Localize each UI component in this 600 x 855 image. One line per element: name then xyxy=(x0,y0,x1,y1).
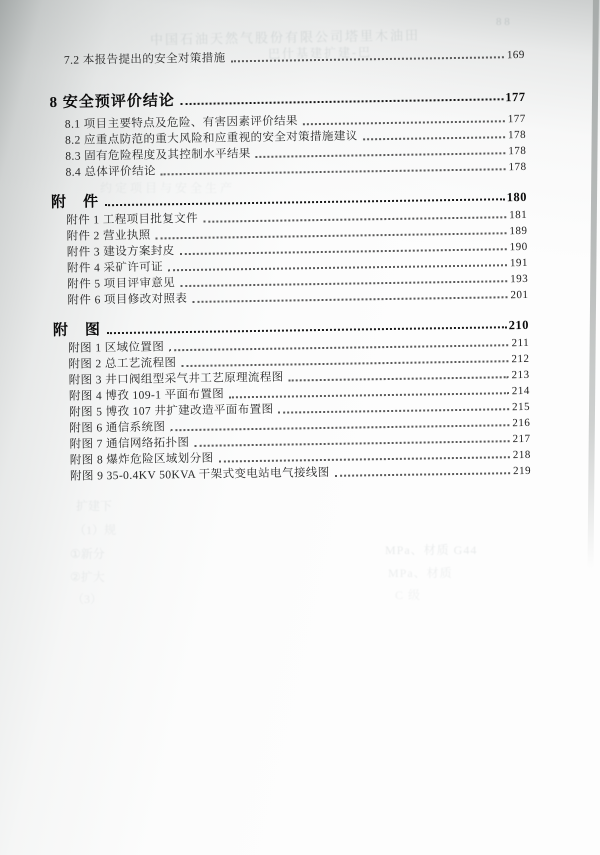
toc-entry-page: 169 xyxy=(506,48,525,62)
dot-leader xyxy=(161,168,506,175)
toc-entry-label: 附 图 xyxy=(52,322,102,339)
toc-entry-label: 附图 1 区域位置图 xyxy=(68,341,165,355)
toc-entry-label: 附图 6 通信系统图 xyxy=(69,421,166,435)
toc-entry-page: 219 xyxy=(512,464,532,478)
bleed-through-text: 8 8 xyxy=(496,16,510,28)
dot-leader xyxy=(289,376,509,381)
toc-entry-label: 附图 9 35-0.4KV 50KVA 干架式变电站电气接线图 xyxy=(70,466,330,483)
toc-entry-page: 180 xyxy=(506,189,528,205)
toc-entry-page: 201 xyxy=(510,288,529,302)
bleed-through-text: （1）规 xyxy=(74,523,117,537)
dot-leader xyxy=(363,136,505,140)
toc-entry-page: 193 xyxy=(510,272,529,286)
table-of-contents xyxy=(49,45,531,484)
toc-entry-page: 181 xyxy=(509,208,528,222)
toc-entry-page: 211 xyxy=(511,336,530,350)
toc-entry-label: 附件 5 项目评审意见 xyxy=(67,277,176,291)
toc-entry-label: 8.4 总体评价结论 xyxy=(65,165,156,179)
toc-entry-label: 附图 3 井口阀组型采气井工艺原理流程图 xyxy=(68,371,284,387)
toc-entry-page: 178 xyxy=(508,144,527,158)
bleed-through-text: ②扩大 xyxy=(70,570,105,584)
toc-entry-label: 附图 2 总工艺流程图 xyxy=(68,357,177,371)
bleed-through-text: （3） xyxy=(72,592,103,606)
toc-entry-page: 210 xyxy=(508,317,530,333)
toc-entry-label: 附件 6 项目修改对照表 xyxy=(67,292,188,307)
dot-leader xyxy=(303,120,505,125)
toc-entry-page: 191 xyxy=(509,256,529,270)
bleed-through-text: 扩建下 xyxy=(76,499,113,513)
toc-entry-page: 177 xyxy=(507,112,526,126)
dot-leader xyxy=(105,198,505,206)
toc-entry-page: 216 xyxy=(512,416,531,430)
toc-entry-page: 190 xyxy=(509,240,528,254)
bleed-through-text: MPa、材质 G44 xyxy=(385,543,478,557)
toc-entry-page: 212 xyxy=(511,352,530,366)
toc-entry-page: 217 xyxy=(512,432,531,446)
toc-entry-page: 178 xyxy=(508,160,527,174)
toc-entry-label: 附件 3 建设方案封皮 xyxy=(66,245,175,259)
toc-entry-label: 附图 7 通信网络拓扑图 xyxy=(69,436,190,451)
toc-entry-label: 附件 1 工程项目批复文件 xyxy=(66,212,199,227)
toc-entry-page: 177 xyxy=(505,89,526,105)
toc-entry-page: 214 xyxy=(511,384,530,398)
dot-leader xyxy=(335,472,510,477)
dot-leader xyxy=(231,56,504,62)
toc-entry-page: 189 xyxy=(509,224,528,238)
toc-section-heading xyxy=(49,81,525,112)
bleed-through-text: 中国石油天然气股份有限公司塔里木油田 xyxy=(149,27,421,48)
bleed-through-text: 约定项目与安全生产 xyxy=(100,181,236,195)
toc-entry-label: 8.2 应重点防范的重大风险和应重视的安全对策措施建议 xyxy=(65,130,358,147)
toc-entry-label: 附图 5 博孜 107 井扩建改造平面布置图 xyxy=(69,403,274,419)
page-edge-shadow xyxy=(587,0,599,569)
toc-entry xyxy=(49,45,525,68)
toc-entry-label: 8.3 固有危险程度及其控制水平结果 xyxy=(65,148,251,163)
toc-entry-page: 218 xyxy=(512,448,531,462)
dot-leader xyxy=(192,296,507,303)
toc-entry-page: 215 xyxy=(512,400,531,414)
bleed-through-text: C 级 xyxy=(395,588,422,602)
toc-entry-label: 附图 4 博孜 109-1 平面布置图 xyxy=(68,388,225,403)
toc-entry-page: 213 xyxy=(511,368,530,382)
bleed-through-text: 巴什基建扩建-巴 xyxy=(267,45,373,61)
toc-entry-label: 附件 4 采矿许可证 xyxy=(66,261,164,275)
bleed-through-text: MPa、材质 xyxy=(388,566,453,580)
toc-entry-page: 178 xyxy=(507,128,527,142)
toc-entry-label: 附件 2 营业执照 xyxy=(66,229,151,243)
toc-entry-label: 附图 8 爆炸危险区域划分图 xyxy=(69,452,214,467)
dot-leader xyxy=(107,326,507,334)
dot-leader xyxy=(181,98,503,105)
toc-entry-label: 7.2 本报告提出的安全对策措施 xyxy=(63,52,226,67)
toc-entry-label: 8 安全预评价结论 xyxy=(49,93,175,112)
toc-entry-label: 8.1 项目主要特点及危险、有害因素评价结果 xyxy=(64,115,299,131)
toc-entry-label: 附 件 xyxy=(50,194,100,212)
bleed-through-text: ①新分 xyxy=(70,547,105,561)
